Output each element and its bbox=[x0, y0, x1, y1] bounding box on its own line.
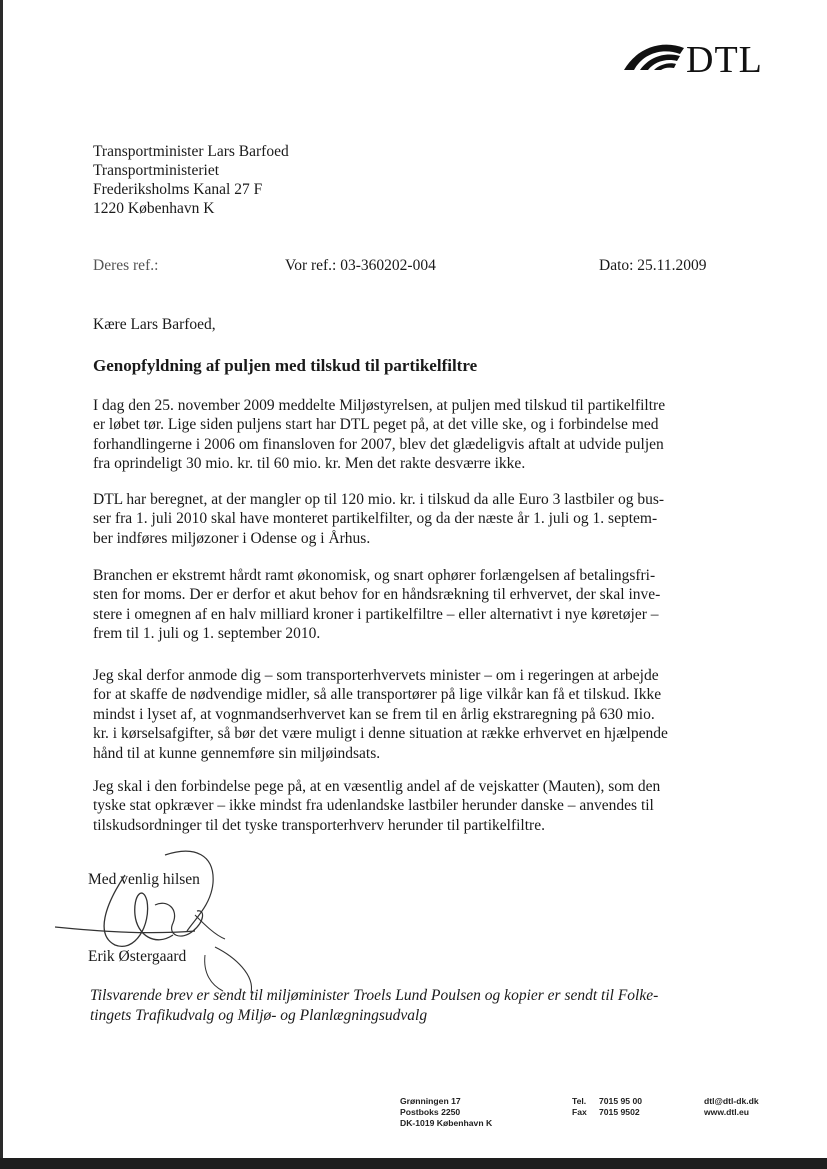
recipient-line: Transportminister Lars Barfoed bbox=[93, 143, 289, 160]
paragraph-line: tyske stat opkræver – ikke mindst fra udenlandske lastbiler herunder danske – anvendes til bbox=[93, 797, 654, 815]
paragraph-line: DTL har beregnet, at der mangler op til 120 mio. kr. i tilskud da alle Euro 3 lastbiler og bus- bbox=[93, 491, 665, 508]
closing-greeting: Med venlig hilsen bbox=[88, 871, 200, 888]
paragraph-line: fra oprindeligt 30 mio. kr. til 60 mio. kr. Men det rakte desværre ikke. bbox=[93, 455, 526, 473]
paragraph-line: sten for moms. Der er derfor et akut behov for en håndsrækning til erhvervet, der skal inve- bbox=[93, 586, 661, 604]
scan-edge-bottom bbox=[0, 1158, 827, 1169]
handwritten-signature bbox=[55, 835, 285, 995]
paragraph-line: forhandlingerne i 2006 om finansloven for 2007, blev det glædeligvis aftalt at udvide puljen bbox=[93, 435, 664, 453]
signer-name: Erik Østergaard bbox=[88, 948, 187, 965]
footer-website[interactable]: www.dtl.eu bbox=[704, 1107, 750, 1117]
dtl-logo bbox=[620, 36, 790, 80]
footer-tel bbox=[572, 1096, 642, 1107]
vor-ref: Vor ref.: 03-360202-004 bbox=[285, 257, 436, 274]
paragraph-line: er løbet tør. Lige siden puljens start har DTL peget på, at det ville ske, og i forbindelse med bbox=[93, 416, 659, 434]
body-paragraph bbox=[93, 490, 733, 548]
footer-address-line: Postboks 2250 bbox=[400, 1107, 461, 1117]
cc-note bbox=[90, 986, 730, 1026]
body-paragraph bbox=[93, 396, 733, 474]
footer-email[interactable]: dtl@dtl-dk.dk bbox=[704, 1096, 759, 1106]
body-paragraph bbox=[93, 566, 733, 644]
fax-number: 7015 9502 bbox=[599, 1107, 640, 1117]
fax-label: Fax bbox=[572, 1107, 587, 1117]
recipient-line: Frederiksholms Kanal 27 F bbox=[93, 181, 263, 198]
subject-heading: Genopfyldning af puljen med tilskud til partikelfiltre bbox=[93, 356, 478, 375]
recipient-line: 1220 København K bbox=[93, 200, 215, 217]
body-paragraph bbox=[93, 777, 733, 835]
footer-fax bbox=[572, 1107, 642, 1118]
paragraph-line: ber indføres miljøzoner i Odense og i Århus. bbox=[93, 529, 371, 547]
cc-line: tingets Trafikudvalg og Miljø- og Planlægningsudvalg bbox=[90, 1007, 428, 1024]
cc-line: Tilsvarende brev er sendt til miljøminister Troels Lund Poulsen og kopier er sendt til Folke- bbox=[90, 987, 659, 1004]
deres-ref: Deres ref.: bbox=[93, 257, 159, 274]
paragraph-line: tilskudsordninger til det tyske transporterhverv herunder til partikelfiltre. bbox=[93, 816, 545, 834]
salutation: Kære Lars Barfoed, bbox=[93, 316, 216, 333]
paragraph-line: Branchen er ekstremt hårdt ramt økonomisk, og snart ophører forlængelsen af betalingsfri- bbox=[93, 567, 656, 584]
paragraph-line: I dag den 25. november 2009 meddelte Miljøstyrelsen, at puljen med tilskud til partikelfiltre bbox=[93, 397, 666, 414]
recipient-line: Transportministeriet bbox=[93, 162, 220, 179]
body-paragraph bbox=[93, 666, 733, 763]
footer-address-line: Grønningen 17 bbox=[400, 1096, 461, 1106]
dtl-swoosh-icon bbox=[620, 36, 686, 80]
paragraph-line: ser fra 1. juli 2010 skal have monteret partikelfilter, og da der næste år 1. juli og 1. septem- bbox=[93, 510, 658, 528]
footer-address bbox=[400, 1096, 492, 1129]
paragraph-line: Jeg skal derfor anmode dig – som transporterhvervets minister – om i regeringen at arbejde bbox=[93, 667, 659, 684]
paragraph-line: frem til 1. juli og 1. september 2010. bbox=[93, 625, 321, 643]
paragraph-line: Jeg skal i den forbindelse pege på, at en væsentlig andel af de vejskatter (Mauten), som den bbox=[93, 778, 661, 795]
footer-address-line: DK-1019 København K bbox=[400, 1118, 493, 1128]
paragraph-line: hånd til at kunne gennemføre sin miljøindsats. bbox=[93, 744, 381, 762]
footer-contact bbox=[704, 1096, 759, 1118]
paragraph-line: kr. i kørselsafgifter, så bør det være muligt i denne situation at række erhvervet en hjælpende bbox=[93, 725, 668, 743]
footer-phone bbox=[572, 1096, 642, 1118]
tel-label: Tel. bbox=[572, 1096, 587, 1106]
recipient-address bbox=[93, 142, 289, 218]
logo-text: DTL bbox=[686, 39, 763, 81]
scan-edge-left bbox=[0, 0, 3, 1169]
letter-date: Dato: 25.11.2009 bbox=[599, 257, 707, 274]
paragraph-line: stere i omegnen af en halv milliard kroner i partikelfiltre – eller alternativt i nye køretøjer – bbox=[93, 605, 659, 623]
paragraph-line: mindst i lyset af, at vognmandserhvervet kan se frem til en årlig ekstraregning på 630 mio. bbox=[93, 705, 655, 723]
tel-number: 7015 95 00 bbox=[599, 1096, 643, 1106]
paragraph-line: for at skaffe de nødvendige midler, så alle transportører på lige vilkår kan få et tilskud. Ikke bbox=[93, 686, 662, 704]
